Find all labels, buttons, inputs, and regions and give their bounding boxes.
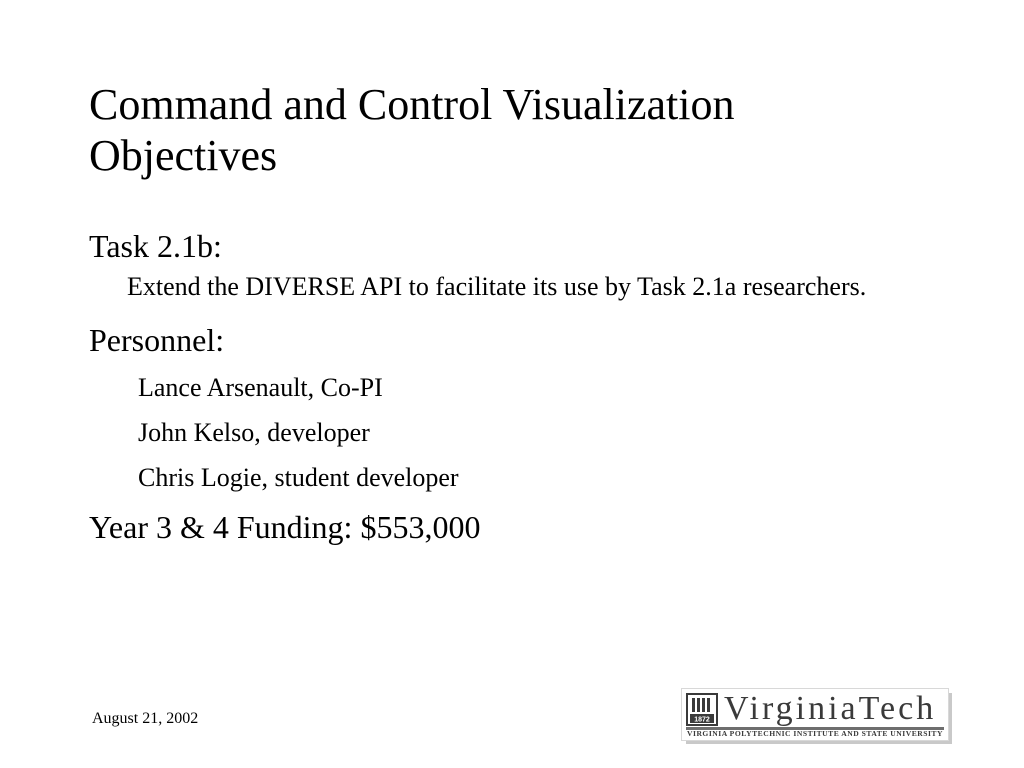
- task-heading: Task 2.1b:: [89, 228, 222, 264]
- slide-title: [89, 79, 969, 181]
- slide-title-line-1: Command and Control Visualization: [89, 80, 735, 129]
- logo-box: [681, 688, 949, 741]
- logo-tagline: VIRGINIA POLYTECHNIC INSTITUTE AND STATE UNIVERSITY: [687, 729, 943, 738]
- university-seal-icon: [686, 693, 718, 726]
- footer-date: August 21, 2002: [92, 710, 199, 727]
- logo-wordmark: VirginiaTech: [724, 690, 937, 727]
- slide-body: [89, 228, 969, 545]
- funding-line: Year 3 & 4 Funding: $553,000: [89, 509, 481, 545]
- personnel-member: Chris Logie, student developer: [138, 463, 459, 492]
- personnel-heading: Personnel:: [89, 322, 225, 358]
- personnel-list: [89, 373, 969, 493]
- personnel-member: Lance Arsenault, Co-PI: [138, 373, 383, 402]
- slide-title-line-2: Objectives: [89, 131, 278, 180]
- task-description: Extend the DIVERSE API to facilitate its use by Task 2.1a researchers.: [127, 272, 867, 301]
- personnel-member: John Kelso, developer: [138, 418, 370, 447]
- virginia-tech-logo: [681, 688, 953, 746]
- seal-year: 1872: [694, 716, 710, 724]
